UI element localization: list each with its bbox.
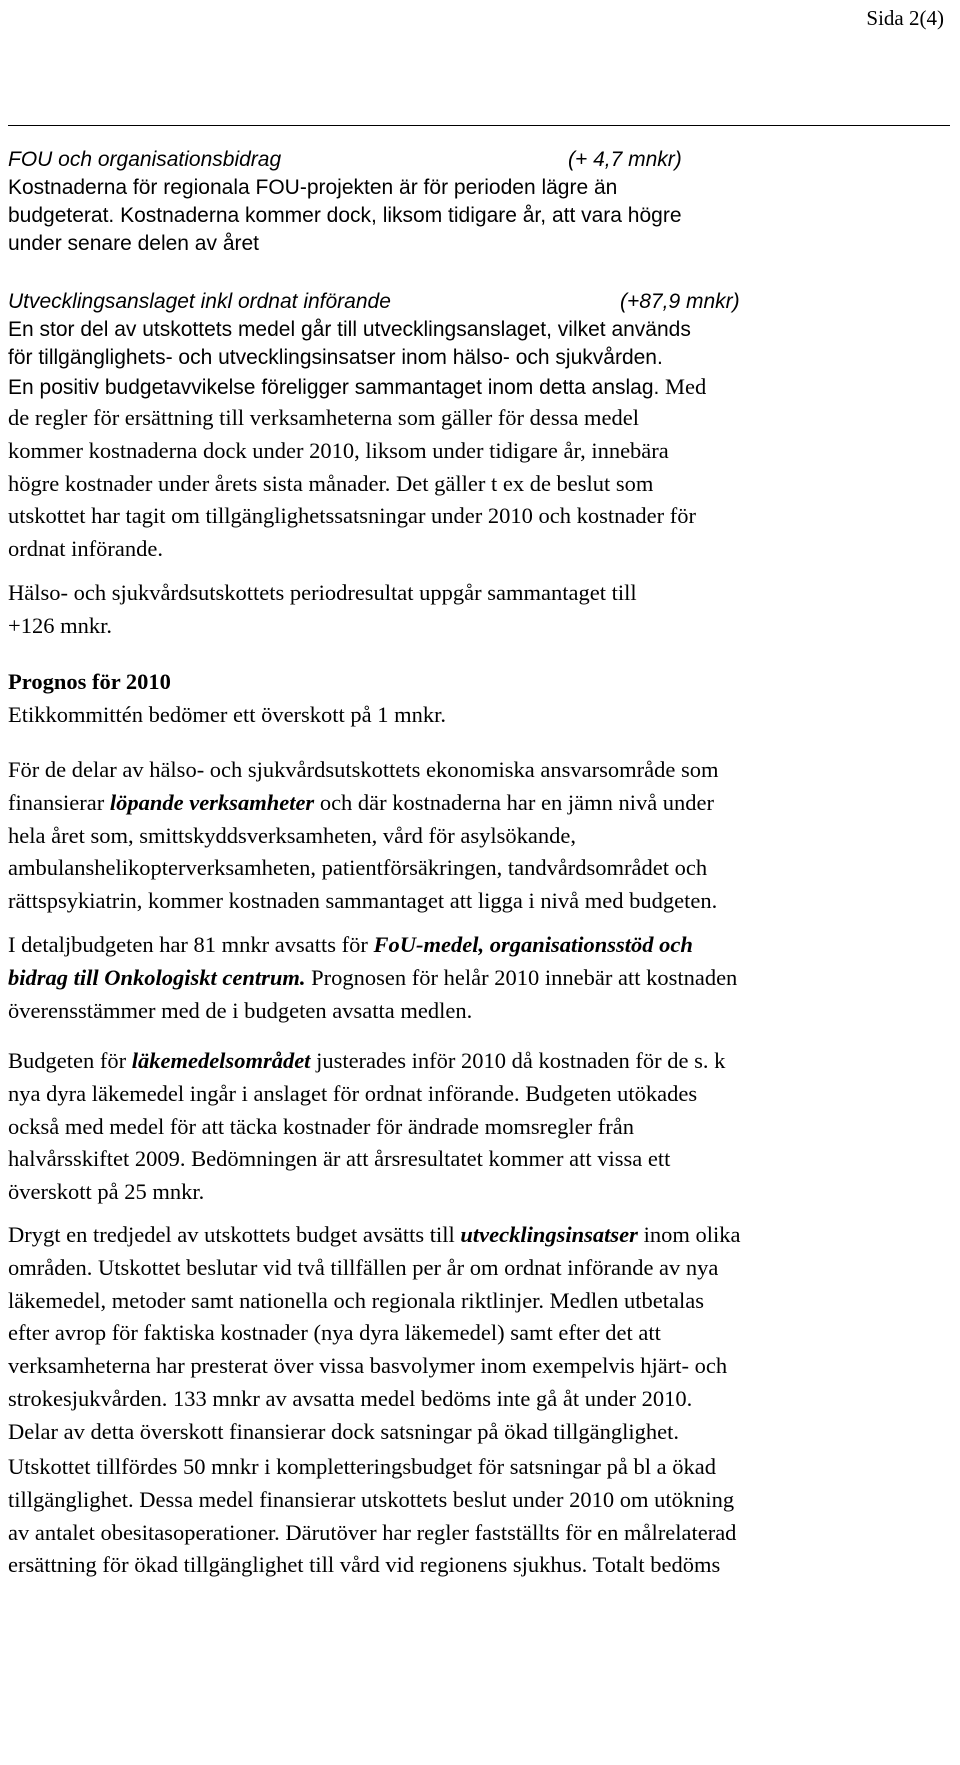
lakemedel-emphasis: läkemedelsområdet — [131, 1048, 311, 1073]
utv-line: kommer kostnaderna dock under 2010, liksom under tidigare år, innebära — [8, 437, 669, 463]
insatser-line — [8, 1219, 943, 1252]
utv-fragment: högre kostnader under årets sista månader. — [8, 470, 391, 496]
utv-amount: (+87,9 mnkr) — [620, 290, 740, 313]
lakemedel-line: också med medel för att täcka kostnader för ändrade momsregler från — [8, 1113, 634, 1139]
lakemedel-line: överskott på 25 mnkr. — [8, 1179, 205, 1205]
insatser-line: områden. Utskottet beslutar vid två tillfällen per år om ordnat införande av nya — [8, 1254, 719, 1280]
prognos-section — [8, 666, 943, 732]
fou-line: budgeterat. Kostnaderna kommer dock, liksom tidigare år, att vara högre — [8, 204, 682, 227]
lakemedel-fragment: Budgeten för — [8, 1048, 132, 1073]
lopande-line: hela året som, smittskyddsverksamheten, vård för asylsökande, — [8, 822, 576, 848]
fou-line: under senare delen av året — [8, 232, 260, 255]
insatser-fragment: Drygt en tredjedel av utskottets budget avsätts till — [8, 1222, 461, 1247]
utv-line: En stor del av utskottets medel går till utvecklingsanslaget, vilket används — [8, 318, 691, 341]
detalj-paragraph — [8, 929, 943, 1027]
utv-line — [8, 468, 943, 501]
page-number: Sida 2(4) — [866, 6, 944, 30]
tillford-line: Utskottet tillfördes 50 mnkr i kompletteringsbudget för satsningar på bl a ökad — [8, 1454, 716, 1479]
utv-section — [8, 288, 943, 566]
tillford-paragraph — [8, 1451, 943, 1582]
utv-serif-fragment: Med — [659, 374, 707, 399]
utv-line: ordnat införande. — [8, 536, 163, 562]
fou-section — [8, 146, 943, 258]
insatser-line: läkemedel, metoder samt nationella och regionala riktlinjer. Medlen utbetalas — [8, 1287, 705, 1313]
result-line: Hälso- och sjukvårdsutskottets periodresultat uppgår sammantaget till — [8, 580, 637, 605]
detalj-fragment: Prognosen för helår 2010 innebär att kostnaden — [305, 964, 738, 990]
detalj-line — [8, 929, 943, 962]
tillford-line: av antalet obesitasoperationer. Därutöver har regler fastställts för en målrelaterad — [8, 1519, 737, 1545]
detalj-emphasis: bidrag till Onkologiskt centrum. — [8, 964, 306, 990]
detalj-line — [8, 962, 943, 995]
lakemedel-line: halvårsskiftet 2009. Bedömningen är att årsresultatet kommer att vissa ett — [8, 1146, 671, 1172]
insatser-line: verksamheterna har presterat över vissa basvolymer inom exempelvis hjärt- och — [8, 1353, 728, 1379]
fou-amount: (+ 4,7 mnkr) — [568, 148, 682, 171]
prognos-heading: Prognos för 2010 — [8, 669, 171, 694]
utv-line — [8, 372, 943, 402]
lopande-emphasis: löpande verksamheter — [109, 789, 315, 815]
lopande-fragment: och där kostnaderna har en jämn nivå under — [314, 789, 715, 815]
insatser-paragraph — [8, 1219, 943, 1449]
utv-line: för tillgänglighets- och utvecklingsinsatser inom hälso- och sjukvården. — [8, 346, 663, 369]
utv-fragment: Det gäller t ex de beslut som — [390, 470, 654, 496]
insatser-fragment: inom olika — [637, 1222, 741, 1247]
result-line: +126 mnkr. — [8, 612, 112, 638]
utv-heading-row — [8, 288, 943, 316]
insatser-emphasis: utvecklingsinsatser — [460, 1222, 638, 1247]
fou-heading-row — [8, 146, 943, 174]
tillford-line: ersättning för ökad tillgänglighet till vård vid regionens sjukhus. Totalt bedöms — [8, 1552, 721, 1578]
lakemedel-fragment: justerades inför 2010 då kostnaden för de s. k — [310, 1048, 726, 1073]
header-divider — [8, 125, 950, 126]
lakemedel-line: nya dyra läkemedel ingår i anslaget för ordnat införande. Budgeten utökades — [8, 1080, 698, 1106]
fou-heading: FOU och organisationsbidrag — [8, 148, 282, 171]
insatser-line: Delar av detta överskott finansierar dock satsningar på ökad tillgänglighet. — [8, 1418, 680, 1444]
insatser-line: efter avrop för faktiska kostnader (nya dyra läkemedel) samt efter det att — [8, 1320, 661, 1346]
utv-line: utskottet har tagit om tillgänglighetssatsningar under 2010 och kostnader för — [8, 503, 696, 529]
detalj-line: överensstämmer med de i budgeten avsatta medlen. — [8, 997, 473, 1023]
detalj-fragment: I detaljbudgeten har 81 mnkr avsatts för — [8, 932, 374, 957]
tillford-line: tillgänglighet. Dessa medel finansierar utskottets beslut under 2010 om utökning — [8, 1486, 735, 1512]
utv-sans-fragment: En positiv budgetavvikelse föreligger sammantaget inom detta anslag. — [8, 376, 660, 399]
lopande-line — [8, 787, 943, 820]
lopande-paragraph — [8, 754, 943, 918]
lopande-line: rättspsykiatrin, kommer kostnaden sammantaget att ligga i nivå med budgeten. — [8, 888, 718, 914]
lakemedel-line — [8, 1045, 943, 1078]
detalj-emphasis: FoU-medel, organisationsstöd och — [373, 932, 693, 957]
result-paragraph — [8, 577, 943, 643]
utv-heading: Utvecklingsanslaget inkl ordnat införande — [8, 290, 391, 313]
lopande-fragment: finansierar — [8, 789, 110, 815]
lopande-line: ambulanshelikopterverksamheten, patientförsäkringen, tandvårdsområdet och — [8, 855, 708, 881]
prognos-line: Etikkommittén bedömer ett överskott på 1 mnkr. — [8, 701, 447, 727]
fou-line: Kostnaderna för regionala FOU-projekten är för perioden lägre än — [8, 176, 618, 199]
lakemedel-paragraph — [8, 1045, 943, 1209]
lopande-line: För de delar av hälso- och sjukvårdsutskottets ekonomiska ansvarsområde som — [8, 757, 719, 782]
utv-line: de regler för ersättning till verksamheterna som gäller för dessa medel — [8, 405, 640, 430]
insatser-line: strokesjukvården. 133 mnkr av avsatta medel bedöms inte gå åt under 2010. — [8, 1385, 693, 1411]
